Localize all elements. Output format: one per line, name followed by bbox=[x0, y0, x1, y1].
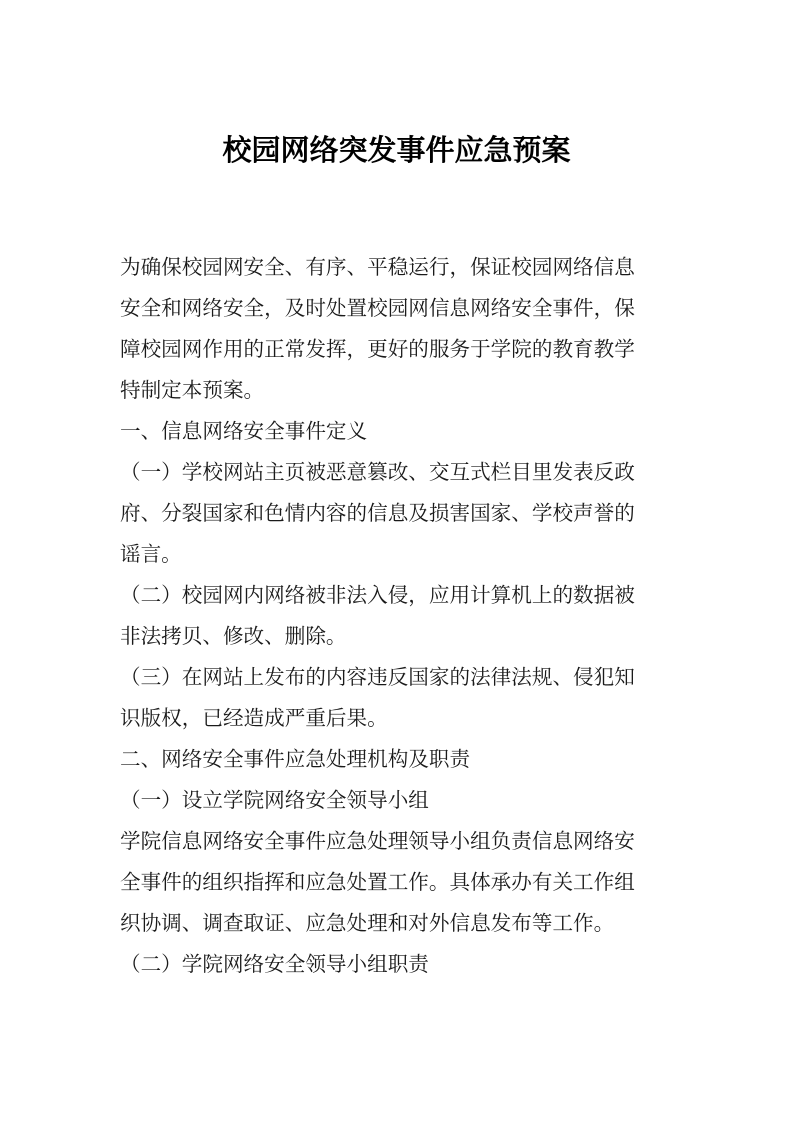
subsection-heading-2-2: （二）学院网络安全领导小组职责 bbox=[120, 952, 429, 976]
definition-item-2-line-1: （二）校园网内网络被非法入侵，应用计算机上的数据被 bbox=[120, 583, 635, 607]
document-body bbox=[120, 247, 676, 985]
section-heading-1: 一、信息网络安全事件定义 bbox=[120, 419, 368, 443]
definition-item-3-line-2: 识版权，已经造成严重后果。 bbox=[120, 706, 388, 730]
leadership-paragraph-line-3: 织协调、调查取证、应急处理和对外信息发布等工作。 bbox=[120, 911, 615, 935]
definition-item-1-line-3: 谣言。 bbox=[120, 542, 182, 566]
leadership-paragraph-line-2: 全事件的组织指挥和应急处置工作。具体承办有关工作组 bbox=[120, 870, 635, 894]
intro-paragraph-line-3: 障校园网作用的正常发挥，更好的服务于学院的教育教学 bbox=[120, 337, 635, 361]
definition-item-1-line-2: 府、分裂国家和色情内容的信息及损害国家、学校声誉的 bbox=[120, 501, 635, 525]
intro-paragraph-line-4: 特制定本预案。 bbox=[120, 378, 265, 402]
leadership-paragraph-line-1: 学院信息网络安全事件应急处理领导小组负责信息网络安 bbox=[120, 829, 635, 853]
subsection-heading-2-1: （一）设立学院网络安全领导小组 bbox=[120, 788, 429, 812]
intro-paragraph-line-1: 为确保校园网安全、有序、平稳运行，保证校园网络信息 bbox=[120, 255, 635, 279]
section-heading-2: 二、网络安全事件应急处理机构及职责 bbox=[120, 747, 471, 771]
document-title: 校园网络突发事件应急预案 bbox=[222, 133, 571, 167]
definition-item-3-line-1: （三）在网站上发布的内容违反国家的法律法规、侵犯知 bbox=[120, 665, 635, 689]
intro-paragraph-line-2: 安全和网络安全，及时处置校园网信息网络安全事件，保 bbox=[120, 296, 635, 320]
definition-item-2-line-2: 非法拷贝、修改、删除。 bbox=[120, 624, 347, 648]
definition-item-1-line-1: （一）学校网站主页被恶意篡改、交互式栏目里发表反政 bbox=[120, 460, 635, 484]
